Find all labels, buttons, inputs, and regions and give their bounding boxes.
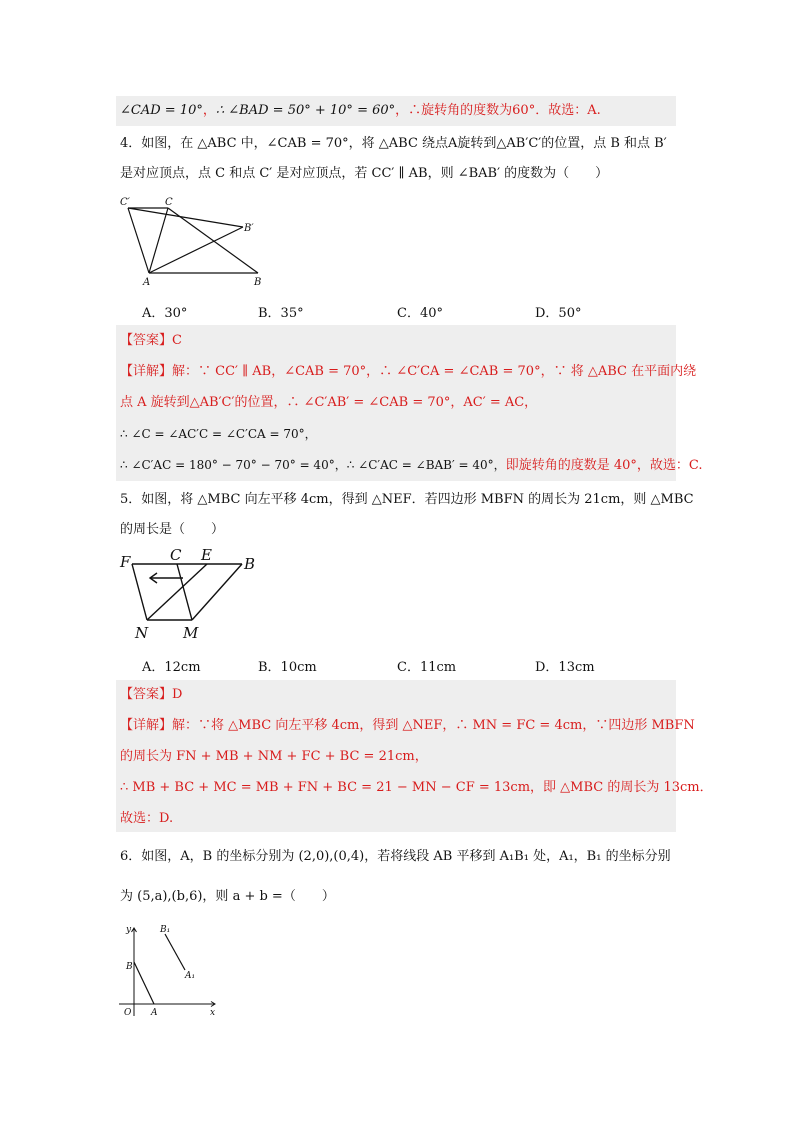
q5-segment-f-n xyxy=(132,564,147,620)
q5-label-f: F xyxy=(120,553,131,571)
q5-detail-line2: 的周长为 FN + MB + NM + FC + BC = 21cm， xyxy=(120,749,428,764)
q4-detail-line4 xyxy=(120,455,702,476)
q5-detail3-conclusion: 即 △MBC 的周长为 13cm． xyxy=(543,780,713,795)
q4-segment-a-bprime xyxy=(149,227,243,273)
q6-question-line2: 为 (5,a),(b,6)，则 a + b =（ ） xyxy=(120,889,335,904)
q6-label-a: A xyxy=(151,1008,158,1018)
q4-label-bprime: B′ xyxy=(244,223,254,234)
q3-sep1: ， xyxy=(202,103,216,118)
q4-label-cprime: C′ xyxy=(120,197,130,208)
q4-detail-line1: 【详解】解：∵ CC′ ∥ AB，∠CAB = 70°，∴ ∠C′CA = ∠CAB = 70°，∵ 将 △ABC 在平面内绕 xyxy=(120,364,697,379)
q6-label-b: B xyxy=(126,962,133,972)
q5-label-c: C xyxy=(170,546,182,564)
q6-label-a1: A₁ xyxy=(185,971,196,981)
q4-detail-line3: ∴ ∠C = ∠AC′C = ∠C′CA = 70°， xyxy=(120,427,317,441)
q4-detail4-calc: ∴ ∠C′AC = 180° − 70° − 70° = 40°，∴ ∠C′AC = ∠BAB′ = 40°， xyxy=(120,458,506,472)
q5-option-c: C．11cm xyxy=(397,660,457,675)
q6-label-o: O xyxy=(124,1008,132,1018)
q5-label-b: B xyxy=(244,555,256,573)
q5-answer: 【答案】D xyxy=(120,687,183,702)
q4-option-c: C．40° xyxy=(397,306,443,321)
q4-detail-line2: 点 A 旋转到△AB′C′的位置，∴ ∠C′AB′ = ∠CAB = 70°，AC′ = AC， xyxy=(120,395,538,410)
q4-label-a: A xyxy=(143,277,151,288)
q6-label-y: y xyxy=(126,925,132,935)
q5-label-e: E xyxy=(201,546,212,564)
q5-segment-n-e xyxy=(147,564,207,620)
q5-option-d: D．13cm xyxy=(535,660,595,675)
q4-option-d: D．50° xyxy=(535,306,582,321)
q5-segment-m-b xyxy=(192,564,242,620)
q3-part2: ∴ ∠BAD = 50° + 10° = 60° xyxy=(215,103,396,118)
q3-sep2: ，∴ xyxy=(395,103,422,118)
q4-option-a: A．30° xyxy=(142,306,188,321)
q6-figure xyxy=(115,922,225,1022)
q5-question-line2: 的周长是（ ） xyxy=(120,522,225,537)
q6-label-x: x xyxy=(210,1008,216,1018)
q3-conclusion: 旋转角的度数为60°．故选：A. xyxy=(421,103,601,118)
q5-label-n: N xyxy=(135,624,149,642)
q4-label-c: C xyxy=(165,197,173,208)
q4-segment-c-a xyxy=(149,208,168,273)
q4-segment-cprime-bprime xyxy=(128,208,243,227)
q5-figure xyxy=(115,544,265,644)
q6-question-line1: 6．如图，A，B 的坐标分别为 (2,0),(0,4)，若将线段 AB 平移到 A₁B₁ 处，A₁，B₁ 的坐标分别 xyxy=(120,849,671,864)
q3-part1: ∠CAD = 10° xyxy=(120,103,203,118)
q5-detail-line1: 【详解】解：∵将 △MBC 向左平移 4cm，得到 △NEF，∴ MN = FC = 4cm，∵四边形 MBFN xyxy=(120,718,695,733)
q5-question-line1: 5．如图，将 △MBC 向左平移 4cm，得到 △NEF．若四边形 MBFN 的周长为 21cm，则 △MBC xyxy=(120,492,694,507)
q5-label-m: M xyxy=(183,624,199,642)
q6-segment-a1b1 xyxy=(165,934,185,970)
q4-segment-c-b xyxy=(168,208,258,273)
q5-detail-line4: 故选：D. xyxy=(120,811,174,826)
q4-figure xyxy=(115,192,275,288)
q4-label-b: B xyxy=(254,277,262,288)
q6-segment-ab xyxy=(134,962,154,1004)
q3-solution-tail xyxy=(120,101,601,121)
q4-question-line2: 是对应顶点，点 C 和点 C′ 是对应顶点，若 CC′ ∥ AB，则 ∠BAB′ 的度数为（ ） xyxy=(120,166,609,181)
q5-option-b: B．10cm xyxy=(258,660,317,675)
q5-detail3-calc: ∴ MB + BC + MC = MB + FN + BC = 21 − MN − CF = 13cm， xyxy=(120,780,544,795)
q5-option-a: A．12cm xyxy=(142,660,201,675)
q4-answer: 【答案】C xyxy=(120,333,182,348)
q4-segment-cprime-a xyxy=(128,208,149,273)
q4-question-line1: 4．如图，在 △ABC 中，∠CAB = 70°，将 △ABC 绕点A旋转到△AB′C′的位置，点 B 和点 B′ xyxy=(120,136,667,151)
q5-detail-line3 xyxy=(120,778,713,798)
q4-option-b: B．35° xyxy=(258,306,304,321)
q5-segment-c-m xyxy=(177,564,192,620)
q4-detail4-conclusion: 即旋转角的度数是 40°，故选：C. xyxy=(505,458,703,473)
q6-label-b1: B₁ xyxy=(160,925,171,935)
